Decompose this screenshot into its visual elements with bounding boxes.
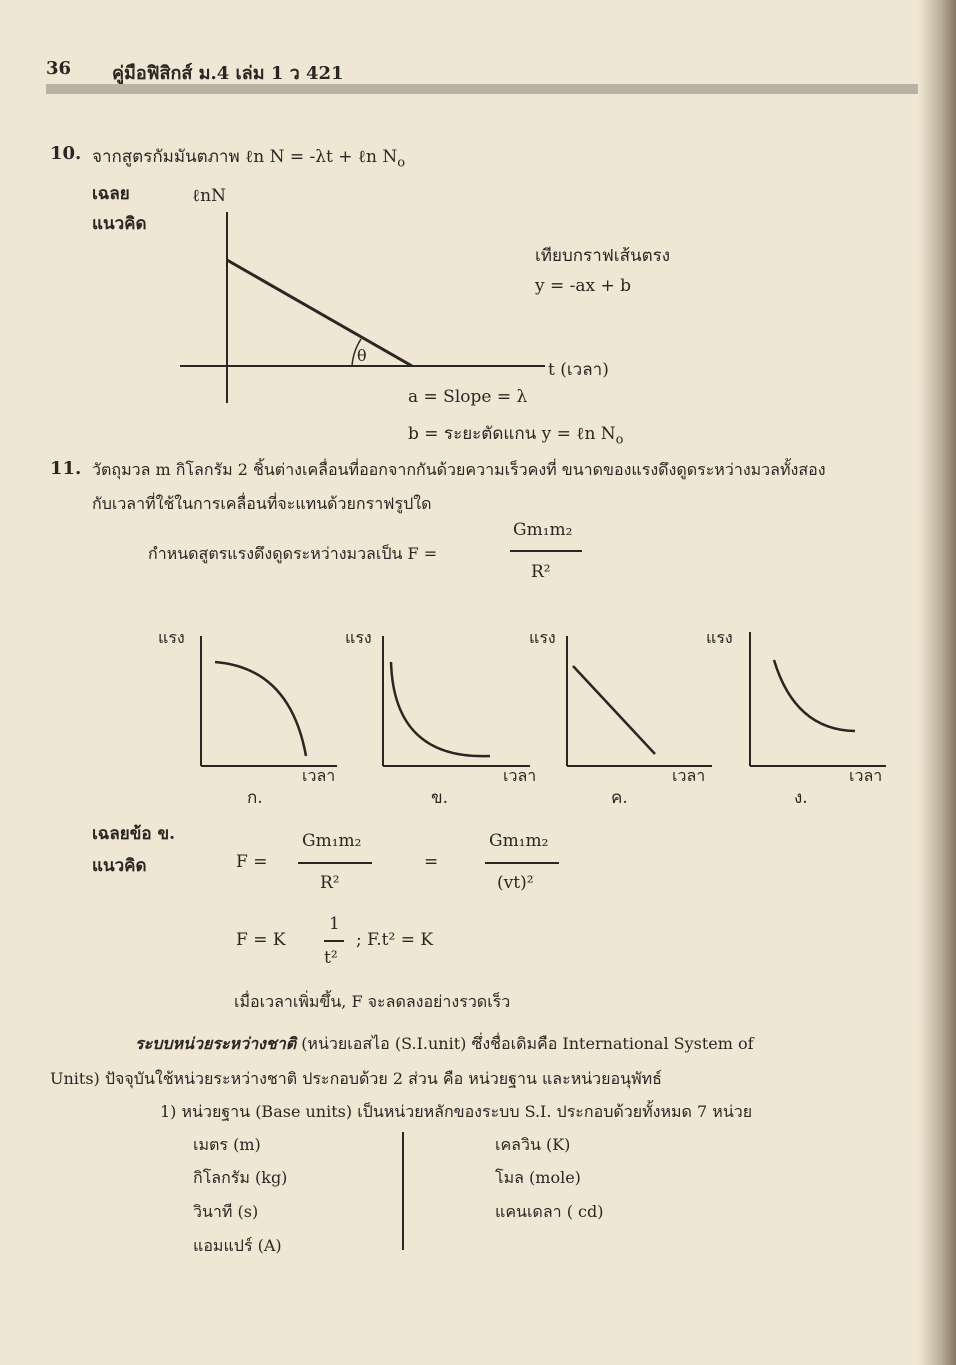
q11-answer-label: เฉลยข้อ ข. (92, 824, 176, 844)
q11-eq1-den: R² (320, 873, 340, 893)
q10-compare-text: เทียบกราฟเส้นตรง (535, 246, 671, 266)
unit-left-2: กิโลกรัม (kg) (193, 1168, 288, 1187)
page-number: 36 (46, 58, 72, 79)
q11-eq3-bar (324, 940, 344, 942)
q10-graph-x-label: t (เวลา) (548, 360, 609, 380)
q10-b-eq: b = ระยะตัดแกน y = ℓn $N_o$ (408, 424, 624, 448)
graph-b-x-label: เวลา (503, 766, 537, 785)
graph-c-x-label: เวลา (672, 766, 706, 785)
q10-compare-eq: y = -ax + b (535, 276, 632, 296)
q11-eq2-num: Gm₁m₂ (489, 831, 549, 851)
q11-formula-den: R² (531, 562, 551, 582)
graph-b-y-label: แรง (345, 628, 372, 647)
q11-eq1-mid: = (424, 852, 439, 872)
q11-line2: กับเวลาที่ใช้ในการเคลื่อนที่จะแทนด้วยกราฟรูปใด (92, 494, 432, 513)
q11-method-label: แนวคิด (92, 856, 147, 876)
graph-a-y-label: แรง (158, 628, 185, 647)
q10-b-sub-o: o (615, 432, 624, 448)
book-title: คู่มือฟิสิกส์ ม.4 เล่ม 1 ว 421 (112, 63, 344, 84)
si-item1: 1) หน่วยฐาน (Base units) เป็นหน่วยหลักของระบบ S.I. ประกอบด้วยทั้งหมด 7 หน่วย (160, 1102, 753, 1121)
units-divider (402, 1132, 404, 1250)
q10-a-eq: a = Slope = λ (408, 387, 528, 407)
q11-eq2-den: (vt)² (497, 873, 534, 893)
q11-conclusion: เมื่อเวลาเพิ่มขึ้น, F จะลดลงอย่างรวดเร็ว (234, 992, 511, 1011)
q11-number: 11. (50, 458, 82, 479)
graph-a-curve (215, 662, 306, 756)
q11-eq3-lhs: F = K (236, 930, 286, 950)
unit-left-3: วินาที (s) (193, 1202, 259, 1221)
unit-left-4: แอมแปร์ (A) (193, 1236, 282, 1255)
si-paragraph-line2: Units) ปัจจุบันใช้หน่วยระหว่างชาติ ประกอบด้วย 2 ส่วน คือ หน่วยฐาน และหน่วยอนุพัทธ์ (50, 1069, 662, 1088)
si-line1-rest: (หน่วยเอสไอ (S.I.unit) ซึ่งชื่อเดิมคือ International System of (301, 1034, 754, 1053)
q10-text: จากสูตรกัมมันตภาพ ℓn N = -λt + ℓn $N_o$ (92, 147, 406, 171)
q10-sub-o: o (397, 155, 406, 171)
q11-eq3-rhs: ; F.t² = K (356, 930, 434, 950)
si-paragraph-line1 (135, 1032, 754, 1057)
q10-method-label: แนวคิด (92, 214, 147, 234)
q10-answer-label: เฉลย (92, 184, 130, 204)
graph-d-y-label: แรง (706, 628, 733, 647)
graph-b-option: ข. (431, 788, 449, 808)
graph-c-option: ค. (611, 788, 628, 808)
q11-eq1-lhs: F = (236, 852, 268, 872)
graph-a-x-label: เวลา (302, 766, 336, 785)
unit-left-1: เมตร (m) (193, 1135, 261, 1154)
q10-angle-label: θ (357, 346, 367, 365)
q11-eq3-den: t² (324, 948, 338, 968)
q11-formula-intro: กำหนดสูตรแรงดึงดูดระหว่างมวลเป็น F = (148, 544, 438, 563)
q10-number: 10. (50, 143, 82, 164)
graph-b-curve (391, 662, 490, 756)
q11-formula-num: Gm₁m₂ (513, 520, 573, 540)
unit-right-1: เคลวิน (K) (495, 1135, 571, 1154)
q10-graph-y-label: ℓnN (192, 186, 226, 206)
si-heading: ระบบหน่วยระหว่างชาติ (135, 1034, 297, 1053)
q11-eq2-bar (485, 862, 559, 864)
graph-c-line (573, 666, 655, 754)
q11-line1: วัตถุมวล m กิโลกรัม 2 ชิ้นต่างเคลื่อนที่ออกจากกันด้วยความเร็วคงที่ ขนาดของแรงดึงดูดระหว่างมวลทั้งสอง (92, 460, 826, 479)
q11-eq1-bar (298, 862, 372, 864)
unit-right-3: แคนเดลา ( cd) (495, 1202, 604, 1221)
graph-c-y-label: แรง (529, 628, 556, 647)
q11-eq1-num: Gm₁m₂ (302, 831, 362, 851)
graph-d-curve (774, 660, 855, 731)
graph-d-option: ง. (794, 788, 808, 808)
graph-a-option: ก. (247, 788, 263, 808)
graph-d-x-label: เวลา (849, 766, 883, 785)
unit-right-2: โมล (mole) (495, 1168, 581, 1187)
q11-eq3-num: 1 (329, 914, 340, 934)
